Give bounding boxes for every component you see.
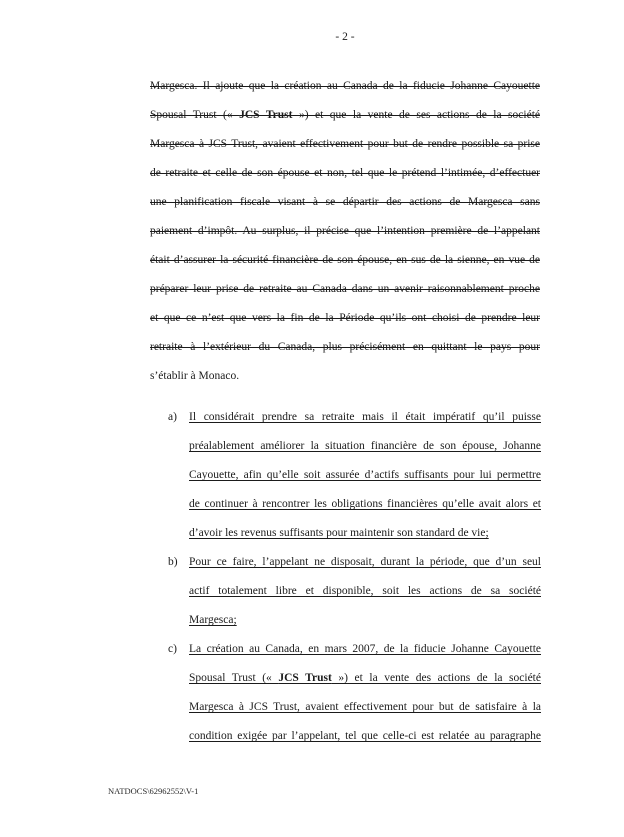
paragraph-line: et que ce n’est que vers la fin de la Période qu’ils ont choisi de prendre leur <box>150 312 540 324</box>
line-segment: Spousal Trust (« <box>150 109 240 121</box>
list-item-body <box>189 548 541 635</box>
paragraph-line: Margesca. Il ajoute que la création au Canada de la fiducie Johanne Cayouette <box>150 80 540 92</box>
list-item-c <box>168 635 624 751</box>
doc-id-footer: NATDOCS\62962552\V-1 <box>108 786 199 796</box>
paragraph-line: d’avoir les revenus suffisants pour maintenir son standard de vie; <box>189 527 489 539</box>
ordered-list <box>168 403 624 751</box>
list-item-a <box>168 403 624 548</box>
paragraph-line: condition exigée par l’appelant, tel que celle-ci est relatée au paragraphe <box>189 730 541 742</box>
paragraph-line: Margesca à JCS Trust, avaient effectivement pour but de satisfaire à la <box>189 701 541 713</box>
document-page <box>0 30 624 796</box>
paragraph-line: était d’assurer la sécurité financière de son épouse, en sus de la sienne, en vue de <box>150 254 540 266</box>
paragraph-line: Pour ce faire, l’appelant ne disposait, durant la période, que d’un seul <box>189 556 541 568</box>
paragraph-line: Margesca; <box>189 614 237 626</box>
bold-term: JCS Trust <box>278 672 332 684</box>
line-segment: ») et que la vente de ses actions de la société <box>292 109 540 121</box>
list-item-label: c) <box>168 643 177 655</box>
paragraph-line: retraite à l’extérieur du Canada, plus précisément en quittant le pays pour <box>150 341 540 353</box>
list-item-label: b) <box>168 556 178 568</box>
paragraph-line: s’établir à Monaco. <box>150 370 240 382</box>
list-item-label: a) <box>168 411 177 423</box>
paragraph-line: une planification fiscale visant à se départir des actions de Margesca sans <box>150 196 540 208</box>
line-segment: ») et la vente des actions de la société <box>331 672 541 684</box>
line-segment: Spousal Trust (« <box>189 672 279 684</box>
page-number: - 2 - <box>335 31 355 43</box>
paragraph-line <box>150 101 540 130</box>
list-item-body <box>189 635 541 751</box>
paragraph-line: paiement d’impôt. Au surplus, il précise que l’intention première de l’appelant <box>150 225 540 237</box>
paragraph-line: Il considérait prendre sa retraite mais il était impératif qu’il puisse <box>189 411 541 423</box>
paragraph-line: de retraite et celle de son épouse et non, tel que le prétend l’intimée, d’effectuer <box>150 167 540 179</box>
paragraph-line <box>189 664 541 693</box>
paragraph-line: actif totalement libre et disponible, soit les actions de sa société <box>189 585 541 597</box>
paragraph-line: préparer leur prise de retraite au Canada dans un avenir raisonnablement proche <box>150 283 540 295</box>
list-item-body <box>189 403 541 548</box>
intro-paragraph <box>150 72 540 391</box>
list-item-b <box>168 548 624 635</box>
paragraph-line: La création au Canada, en mars 2007, de la fiducie Johanne Cayouette <box>189 643 541 655</box>
bold-term: JCS Trust <box>239 109 293 121</box>
paragraph-line: Cayouette, afin qu’elle soit assurée d’actifs suffisants pour lui permettre <box>189 469 541 481</box>
paragraph-line: Margesca à JCS Trust, avaient effectivement pour but de rendre possible sa prise <box>150 138 540 150</box>
paragraph-line: de continuer à rencontrer les obligations financières qu’elle avait alors et <box>189 498 541 510</box>
paragraph-line: préalablement améliorer la situation financière de son épouse, Johanne <box>189 440 541 452</box>
